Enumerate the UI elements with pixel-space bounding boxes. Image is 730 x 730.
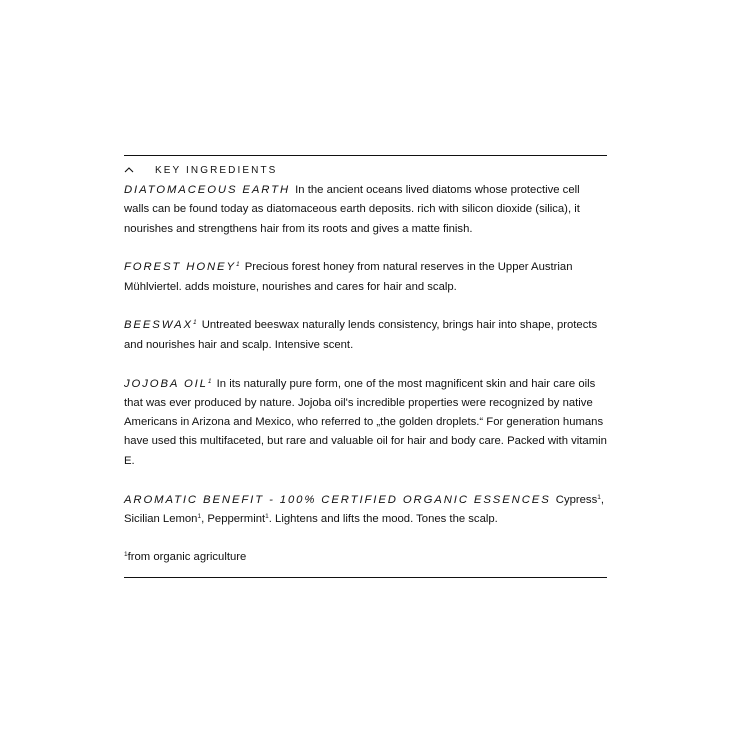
footnote-marker: 1 <box>124 551 128 559</box>
ingredient-description: Cypress$^1$, Sicilian Lemon$^1$, Peppermint$^1$. Lightens and lifts the mood. Tones the scalp. <box>124 493 604 525</box>
ingredient-beeswax <box>124 316 607 355</box>
ingredient-name: BEESWAX$^1$ <box>124 319 197 332</box>
ingredient-description: Untreated beeswax naturally lends consistency, brings hair into shape, protects and nourishes hair and scalp. Intensive scent. <box>124 319 598 351</box>
section-title: KEY INGREDIENTS <box>155 164 278 176</box>
footnote-text: from organic agriculture <box>127 551 247 564</box>
ingredient-description: In the ancient oceans lived diatoms whose protective cell walls can be found today as diatomaceous earth deposits. rich with silicon dioxide (silica), it nourishes and strengthens hair from its roots and gives a matte finish. <box>124 184 580 235</box>
footnote-marker: 1 <box>235 261 240 269</box>
ingredient-forest-honey <box>124 258 607 297</box>
ingredient-aromatic-benefit <box>124 491 607 530</box>
footnote-marker: 1 <box>192 319 197 327</box>
ingredient-name: JOJOBA OIL$^1$ <box>124 377 212 390</box>
top-divider <box>124 155 607 156</box>
ingredient-jojoba-oil <box>124 375 607 471</box>
chevron-up-icon <box>124 165 134 175</box>
ingredient-description: In its naturally pure form, one of the most magnificent skin and hair care oils that was ever produced by nature. Jojoba oil's incredible properties were recognized by native Americans in Arizona and Mexico, who referred to „the golden droplets.“ For generation humans have used this multifaceted, but rare and valuable oil for hair and body care. Packed with vitamin E. <box>124 377 607 467</box>
key-ingredients-toggle[interactable] <box>124 157 607 183</box>
ingredient-name: DIATOMACEOUS EARTH <box>124 184 291 196</box>
ingredient-name: FOREST HONEY$^1$ <box>124 261 240 274</box>
organic-footnote <box>124 548 607 567</box>
ingredient-description: Precious forest honey from natural reserves in the Upper Austrian Mühlviertel. adds moisture, nourishes and cares for hair and scalp. <box>124 261 573 293</box>
bottom-divider <box>124 577 607 578</box>
key-ingredients-panel <box>124 155 607 578</box>
ingredient-diatomaceous-earth <box>124 181 607 239</box>
footnote-marker: 1 <box>207 377 212 385</box>
ingredient-name: AROMATIC BENEFIT - 100% CERTIFIED ORGANIC ESSENCES <box>124 493 551 506</box>
